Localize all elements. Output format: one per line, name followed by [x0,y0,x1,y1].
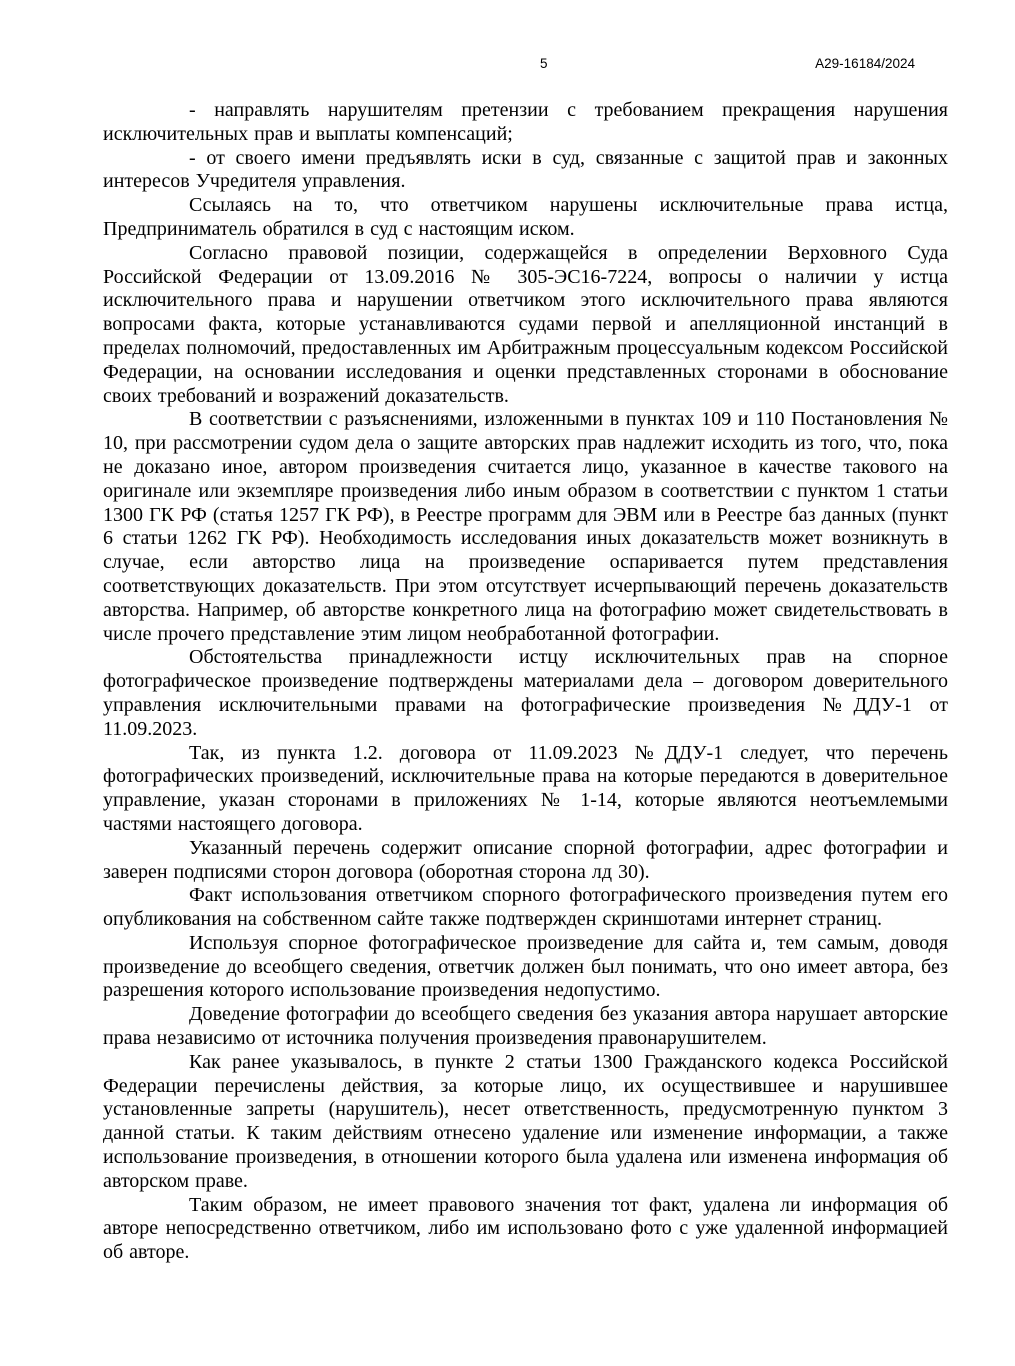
paragraph-authorship-presumption: В соответствии с разъяснениями, изложенными в пунктах 109 и 110 Постановления № 10, при рассмотрении судом дела о защите авторских прав надлежит исходить из того, что, пока не доказано иное, автором произведения считается лицо, указанное в качестве такового на оригинале или экземпляре произведения либо иным образом в соответствии с пунктом 1 статьи 1300 ГК РФ (статья 1257 ГК РФ), в Реестре программ для ЭВМ или в Реестре баз данных (пункт 6 статьи 1262 ГК РФ). Необходимость исследования иных доказательств может возникнуть в случае, если авторство лица на произведение оспаривается путем представления соответствующих доказательств. При этом отсутствует исчерпывающий перечень доказательств авторства. Например, об авторстве конкретного лица на фотографию может свидетельствовать в числе прочего представление этим лицом необработанной фотографии. [103,408,948,645]
paragraph-supreme-court-position: Согласно правовой позиции, содержащейся в определении Верховного Суда Российской Федерации от 13.09.2016 № 305-ЭС16-7224, вопросы о наличии у истца исключительного права и нарушении ответчиком этого исключительного права являются вопросами факта, которые устанавливаются судами первой и апелляционной инстанций в пределах полномочий, предоставленных им Арбитражным процессуальным кодексом Российской Федерации, на основании исследования и оценки представленных сторонами в обоснование своих требований и возражений доказательств. [103,241,948,407]
page-number: 5 [540,56,548,71]
paragraph-no-attribution: Доведение фотографии до всеобщего сведения без указания автора нарушает авторские права независимо от источника получения произведения правонарушителем. [103,1003,948,1050]
paragraph-article-1300: Как ранее указывалось, в пункте 2 статьи 1300 Гражданского кодекса Российской Федерации перечислены действия, за которые лицо, их осуществившее и нарушившее установленные запреты (нарушитель), несет ответственность, предусмотренную пунктом 3 данной статьи. К таким действиям отнесено удаление или изменение информации, а также использование произведения, в отношении которого была удалена или изменена информация об авторском праве. [103,1050,948,1192]
paragraph-defendant-awareness: Используя спорное фотографическое произведение для сайта и, тем самым, доводя произведение до всеобщего сведения, ответчик должен был понимать, что оно имеет автора, без разрешения которого использование произведения недопустимо. [103,931,948,1002]
paragraph-claims-demand: - направлять нарушителям претензии с требованием прекращения нарушения исключительных прав и выплаты компенсаций; [103,99,948,145]
paragraph-photo-list: Указанный перечень содержит описание спорной фотографии, адрес фотографии и заверен подписями сторон договора (оборотная сторона лд 30). [103,836,948,883]
paragraph-lawsuits-right: - от своего имени предъявлять иски в суд, связанные с защитой прав и законных интересов Учредителя управления. [103,146,948,193]
paragraph-conclusion: Таким образом, не имеет правового значения тот факт, удалена ли информация об авторе непосредственно ответчиком, либо им использовано фото с уже удаленной информацией об авторе. [103,1193,948,1264]
document-body [103,99,948,1265]
paragraph-ownership-evidence: Обстоятельства принадлежности истцу исключительных прав на спорное фотографическое произведение подтверждены материалами дела – договором доверительного управления исключительными правами на фотографические произведения №ДДУ-1 от 11.09.2023. [103,646,948,740]
paragraph-contract-clause: Так, из пункта 1.2. договора от 11.09.2023 №ДДУ-1 следует, что перечень фотографических произведений, исключительные права на которые передаются в доверительное управление, указан сторонами в приложениях № 1-14, которые являются неотъемлемыми частями настоящего договора. [103,741,948,835]
paragraph-usage-fact: Факт использования ответчиком спорного фотографического произведения путем его опубликования на собственном сайте также подтвержден скриншотами интернет страниц. [103,884,948,931]
page-header [0,0,1015,90]
case-number: А29-16184/2024 [815,56,915,71]
paragraph-filing-basis: Ссылаясь на то, что ответчиком нарушены исключительные права истца, Предприниматель обратился в суд с настоящим иском. [103,194,948,240]
